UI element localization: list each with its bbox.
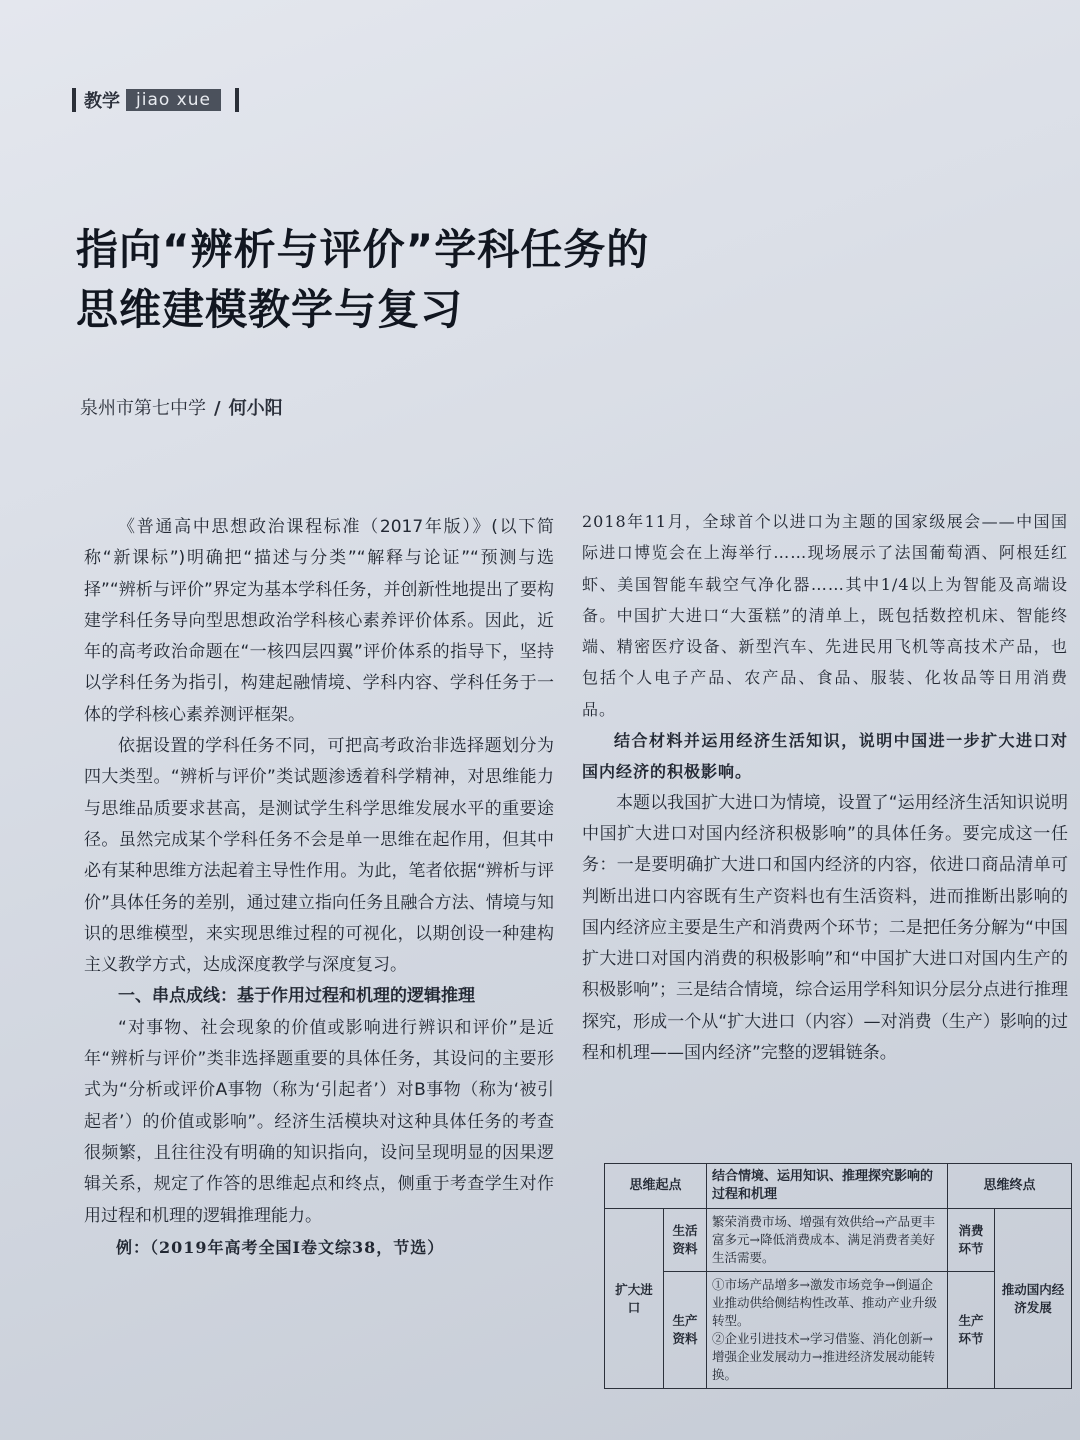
right-column <box>582 506 1068 1069</box>
header-process: 结合情境、运用知识、推理探究影响的过程和机理 <box>707 1164 948 1209</box>
end-cell: 推动国内经济发展 <box>995 1209 1072 1389</box>
section-pinyin-label: jiao xue <box>126 89 221 111</box>
table-header-row <box>605 1164 1072 1209</box>
paragraph-analysis: 本题以我国扩大进口为情境，设置了“运用经济生活知识说明中国扩大进口对国内经济积极影响”的具体任务。要完成这一任务：一是要明确扩大进口和国内经济的内容，依进口商品清单可判断出进口内容既有生产资料也有生活资料，进而推断出影响的国内经济应主要是生产和消费两个环节；二是把任务分解为“中国扩大进口对国内消费的积极影响”和“中国扩大进口对国内生产的积极影响”；三是结合情境，综合运用学科知识分层分点进行推理探究，形成一个从“扩大进口（内容）—对消费（生产）影响的过程和机理——国内经济”完整的逻辑链条。 <box>582 792 1068 1064</box>
title-line-1: 指向“辨析与评价”学科任务的 <box>76 225 650 274</box>
paragraph-types: 依据设置的学科任务不同，可把高考政治非选择题划分为四大类型。“辨析与评价”类试题渗透着科学精神，对思维能力与思维品质要求甚高，是测试学生科学思维发展水平的重要途径。虽然完成某个学科任务不会是单一思维在起作用，但其中必有某种思维方法起着主导性作用。为此，笔者依据“辨析与评价”具体任务的差别，通过建立指向任务且融合方法、情境与知识的思维模型，来实现思维过程的可视化，以期创设一种建构主义教学方式，达成深度教学与深度复习。 <box>84 736 554 976</box>
article-title <box>76 220 776 340</box>
paragraph-task: “对事物、社会现象的价值或影响进行辨识和评价”是近年“辨析与评价”类非选择题重要的具体任务，其设问的主要形式为“分析或评价A事物（称为‘引起者’）对B事物（称为‘被引起者’）的价值或影响”。经济生活模块对这种具体任务的考查很频繁，且往往没有明确的知识指向，设问呈现明显的因果逻辑关系，规定了作答的思维起点和终点，侧重于考查学生对作用过程和机理的逻辑推理能力。 <box>84 1017 554 1226</box>
sub-cell-living: 生活资料 <box>664 1209 707 1272</box>
paragraph-intro: 《普通高中思想政治课程标准（2017年版）》(以下简称“新课标”)明确把“描述与分类”“解释与论证”“预测与选择”“辨析与评价”界定为基本学科任务，并创新性地提出了要构建学科任务导向型思想政治学科核心素养评价体系。因此，近年的高考政治命题在“一核四层四翼”评价体系的指导下，坚持以学科任务为指引，构建起融情境、学科内容、学科任务于一体的学科核心素养测评框架。 <box>84 517 554 725</box>
school-name: 泉州市第七中学 <box>80 398 206 419</box>
process-point-1: ①市场产品增多→激发市场竞争→倒逼企业推动供给侧结构性改革、推动产业升级转型。 <box>712 1277 938 1328</box>
header-bar-right <box>235 88 239 112</box>
table-row <box>605 1209 1072 1272</box>
process-cell-living: 繁荣消费市场、增强有效供给→产品更丰富多元→降低消费成本、满足消费者美好生活需要。 <box>707 1209 948 1272</box>
section-heading-1: 一、串点成线：基于作用过程和机理的逻辑推理 <box>118 986 475 1007</box>
example-label: 例：（2019年高考全国Ⅰ卷文综38，节选） <box>116 1237 445 1257</box>
process-cell-production <box>707 1272 948 1389</box>
title-line-2: 思维建模教学与复习 <box>76 285 464 334</box>
env-cell-consumption: 消费环节 <box>948 1209 995 1272</box>
sub-cell-production: 生产资料 <box>664 1272 707 1389</box>
env-cell-production: 生产环节 <box>948 1272 995 1389</box>
process-point-2: ②企业引进技术→学习借鉴、消化创新→增强企业发展动力→推进经济发展动能转换。 <box>712 1331 935 1382</box>
header-start: 思维起点 <box>605 1164 707 1209</box>
exam-question: 结合材料并运用经济生活知识，说明中国进一步扩大进口对国内经济的积极影响。 <box>582 731 1068 782</box>
left-column <box>84 512 554 1263</box>
section-header <box>72 86 239 114</box>
thinking-model-table <box>604 1163 1072 1389</box>
exam-material <box>582 506 1068 788</box>
material-text: 2018年11月，全球首个以进口为主题的国家级展会——中国国际进口博览会在上海举行……现场展示了法国葡萄酒、阿根廷红虾、美国智能车载空气净化器……其中1/4以上为智能及高端设备。中国扩大进口“大蛋糕”的清单上，既包括数控机床、智能终端、精密医疗设备、新型汽车、先进民用飞机等高技术产品，也包括个人电子产品、农产品、食品、服装、化妆品等日用消费品。 <box>582 512 1068 719</box>
section-label: 教学 <box>84 91 120 112</box>
header-bar-left <box>72 88 76 112</box>
author-name: 何小阳 <box>228 398 283 419</box>
start-cell: 扩大进口 <box>605 1209 664 1389</box>
byline <box>80 394 283 420</box>
byline-separator: / <box>214 398 221 419</box>
header-end: 思维终点 <box>948 1164 1072 1209</box>
